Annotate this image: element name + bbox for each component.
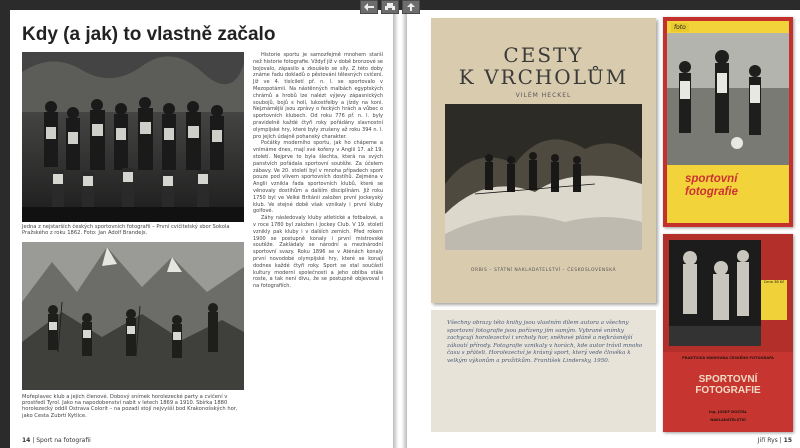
- page-title: Kdy (a jak) to vlastně začalo: [22, 24, 276, 45]
- magazine1-title-line1: sportovní: [685, 173, 738, 185]
- booklet-title-line1: SPORTOVNÍ: [698, 374, 758, 385]
- book-title: [431, 44, 656, 88]
- photo1-caption: Jedna z nejstarších českých sportovních fotografií – První cvičitelský sbor Sokola Pražského z roku 1862. Foto: Jan Adolf Brandejs.: [22, 224, 230, 237]
- body-paragraph: Záhy následovaly kluby atletické a fotbalové, a v roce 1780 byl založen i Jockey Club. V 19. století vznikly pak kluby i v dalších zemích. Před rokem 1900 se postupně konaly i první mistrovské soutěže. Zakládaly se národní a mezinárodní sportovní svazy. Roku 1896 se v Aténách konaly první novodobé olympijské hry, které se konají dodnes každé čtyři roky. Sport se stal součástí kultury moderní společnosti a jeho obliba stále roste, a tak není divu, že se postupně objevoval i na fotografiích.: [253, 215, 383, 290]
- page-number: 14: [22, 437, 31, 444]
- handwritten-dedication: [431, 310, 656, 432]
- magazine-cover-sportovni-fotografie: [663, 17, 793, 227]
- book-spine: [393, 10, 407, 448]
- booklet-series: PRAKTICKÁ KNIHOVNA ČESKÉHO FOTOGRAFA: [682, 356, 774, 360]
- share-icon[interactable]: [402, 0, 420, 14]
- book-title-line1: CESTY: [503, 43, 584, 67]
- magazine1-title-line2: fotografie: [685, 186, 739, 198]
- price-badge: Cena 36 Kč: [761, 280, 787, 320]
- historic-sokol-photo: [22, 52, 244, 222]
- book-title-line2: K VRCHOLŮM: [458, 65, 629, 89]
- body-paragraph: Historie sportu je samozřejmě mnohem starší než historie fotografie. Vždyť již v době bronzové se bojovalo, zápasilo a zkoušelo se síly. Z této doby známe řadu dokladů o pěstování tělesných cvičení. Již ve 4. tisíciletí př. n. l. se sportovalo v Mezopotámii. Na nástěnných malbách egyptských chrámů a hrobů lze nalézt výjevy zápasnických soubojů, bojů s holí, lukostřelby a jízdy na koni. Nejznámější jsou zprávy o řeckých hrách a vůbec o sportovních klubech. Od roku 776 př. n. l. byly pravidelně každé čtyři roky pořádány slavnostní olympijské hry, které byly zrušeny až roku 394 n. l. pro jejich údajně pohanský charakter.: [253, 52, 383, 140]
- book-cover: [431, 18, 656, 303]
- book-author: VILÉM HECKEL: [515, 92, 572, 99]
- booklet-cover-sportovni-fotografie: [663, 234, 793, 432]
- page-footer: 14 | Sport na fotografii: [22, 437, 91, 444]
- running-author: Jiří Rys: [757, 437, 778, 444]
- body-paragraph: Počátky moderního sportu, jak ho chápeme a vnímáme dnes, mají své kořeny v Anglii 17. až 19. století. Nejprve to byla šlechta, která na svých panstvích pořádala sportovní soutěže. Za účelem zábavy. Ve 20. století byl v mnoha případech sport pouze pod vlivem sportovních dostihů. Zejména v Anglii vznikla řada sportovních klubů, které se věnovaly dostihům a dalším disciplínám. Již roku 1750 byl ve Velké Británii založen první jockeyský klub. Ve stejné době však vznikaly i první kluby golfové.: [253, 140, 383, 215]
- right-page: [407, 10, 800, 448]
- football-photo: [667, 33, 789, 165]
- photo2-caption: Mořeplavec klub a jejich členové. Dobový snímek horolezecké party a cvičení v prostředí Tyrol. Jako na napodobenství nabit v letech 1869 a 1910. Sbírka 1880 horolezecký oddíl Ostrava Colorit – na pozadí stojí nejvyšší bod Krakonošských hor, jako Cesta Zubrtí Kytlice.: [22, 394, 238, 419]
- back-icon[interactable]: [360, 0, 378, 14]
- magazine-logo: foto: [671, 23, 689, 32]
- book-publisher: ORBIS – STÁTNÍ NAKLADATELSTVÍ – ČESKOSLOVENSKÁ: [470, 268, 617, 273]
- print-icon[interactable]: [381, 0, 399, 14]
- running-title: Sport na fotografii: [36, 437, 91, 444]
- booklet-title-line2: FOTOGRAFIE: [695, 385, 761, 396]
- booklet-author: Ing. JOSEF DOSTAL: [708, 410, 748, 414]
- page-footer-right: Jiří Rys | 15: [757, 437, 792, 444]
- page-number-right: 15: [783, 437, 792, 444]
- booklet-title: [669, 374, 787, 396]
- mountaineers-photo: [22, 242, 244, 390]
- book-cover-photo: [445, 104, 642, 250]
- toolbar: [360, 0, 420, 14]
- left-page: [10, 10, 393, 448]
- booklet-publisher: NAKLADATELSTVÍ: [710, 418, 746, 422]
- dedication-text: Všechny obrazy této knihy jsou vlastním dílem autora a všechny sportovní fotografie jsou pořízeny jím samým. Vybrané snímky zachycují horolezectví i vrcholy hor, sněhové pláně a nejkrásnější zákoutí přírody. Fotografie vznikaly v horách, kde autor trávil mnoho času s přáteli. Horolezectví je krásný sport, který vede člověka k velkým výkonům a prožitkům. František Lindersky, 1950.: [447, 320, 643, 364]
- article-body: [253, 52, 383, 290]
- magazine1-title: [685, 173, 738, 199]
